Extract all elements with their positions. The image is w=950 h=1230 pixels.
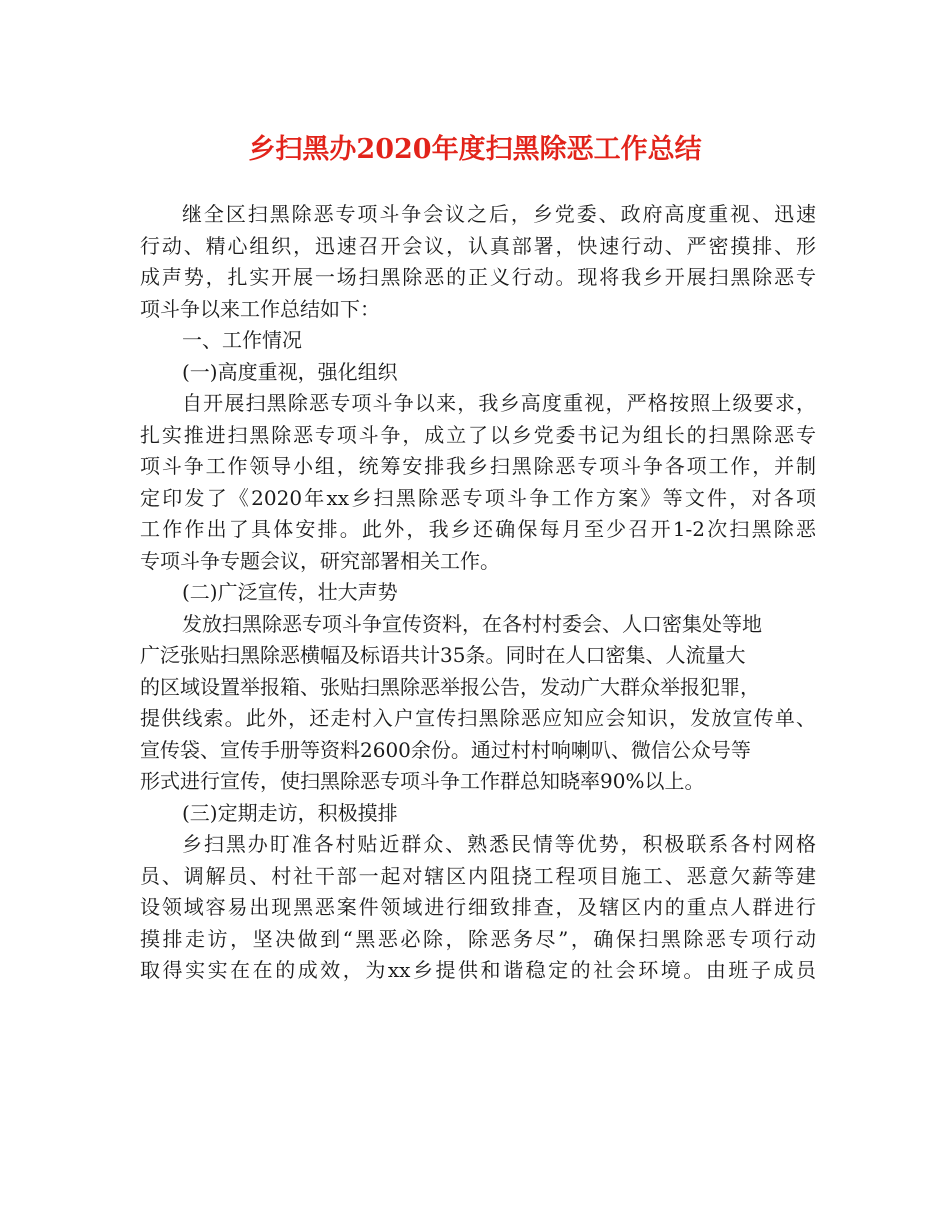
text-line: 宣传袋、宣传手册等资料2600余份。通过村村响喇叭、微信公众号等: [140, 737, 751, 762]
text-line: 工作作出了具体安排。此外，我乡还确保每月至少召开1-2次扫黑除恶: [140, 517, 816, 541]
document-title: 乡扫黑办2020年度扫黑除恶工作总结: [248, 134, 702, 165]
text-line: 自开展扫黑除恶专项斗争以来，我乡高度重视，严格按照上级要求，: [182, 391, 816, 415]
text-line: 取得实实在在的成效，为xx乡提供和谐稳定的社会环境。由班子成员: [140, 958, 816, 982]
text-line: (一)高度重视，强化组织: [182, 359, 398, 384]
text-line: 专项斗争专题会议，研究部署相关工作。: [140, 548, 500, 573]
text-line: 提供线索。此外，还走村入户宣传扫黑除恶应知应会知识，发放宣传单、: [140, 706, 816, 730]
text-line: 的区域设置举报箱、张贴扫黑除恶举报公告，发动广大群众举报犯罪，: [140, 674, 760, 699]
text-line: 发放扫黑除恶专项斗争宣传资料，在各村村委会、人口密集处等地: [182, 611, 762, 636]
text-line: 摸排走访，坚决做到“黑恶必除，除恶务尽”，确保扫黑除恶专项行动: [140, 926, 816, 951]
text-line: 成声势，扎实开展一场扫黑除恶的正义行动。现将我乡开展扫黑除恶专: [140, 265, 816, 289]
text-line: 行动、精心组织，迅速召开会议，认真部署，快速行动、严密摸排、形: [140, 233, 816, 258]
text-line: 形式进行宣传，使扫黑除恶专项斗争工作群总知晓率90%以上。: [140, 769, 705, 793]
text-line: (三)定期走访，积极摸排: [182, 800, 398, 825]
text-line: 设领域容易出现黑恶案件领域进行细致排查，及辖区内的重点人群进行: [140, 895, 816, 919]
text-line: (二)广泛宣传，壮大声势: [182, 580, 398, 604]
text-line: 乡扫黑办盯准各村贴近群众、熟悉民情等优势，积极联系各村网格: [182, 832, 816, 856]
text-line: 继全区扫黑除恶专项斗争会议之后，乡党委、政府高度重视、迅速: [182, 202, 816, 226]
text-line: 定印发了《2020年xx乡扫黑除恶专项斗争工作方案》等文件，对各项: [140, 485, 816, 510]
text-line: 一、工作情况: [182, 328, 302, 352]
text-line: 广泛张贴扫黑除恶横幅及标语共计35条。同时在人口密集、人流量大: [140, 643, 746, 667]
text-line: 项斗争以来工作总结如下：: [140, 296, 380, 321]
text-line: 项斗争工作领导小组，统筹安排我乡扫黑除恶专项斗争各项工作，并制: [140, 454, 816, 478]
document-body: [140, 199, 816, 987]
text-line: 扎实推进扫黑除恶专项斗争，成立了以乡党委书记为组长的扫黑除恶专: [140, 422, 816, 447]
text-line: 员、调解员、村社干部一起对辖区内阻挠工程项目施工、恶意欠薪等建: [140, 863, 816, 888]
